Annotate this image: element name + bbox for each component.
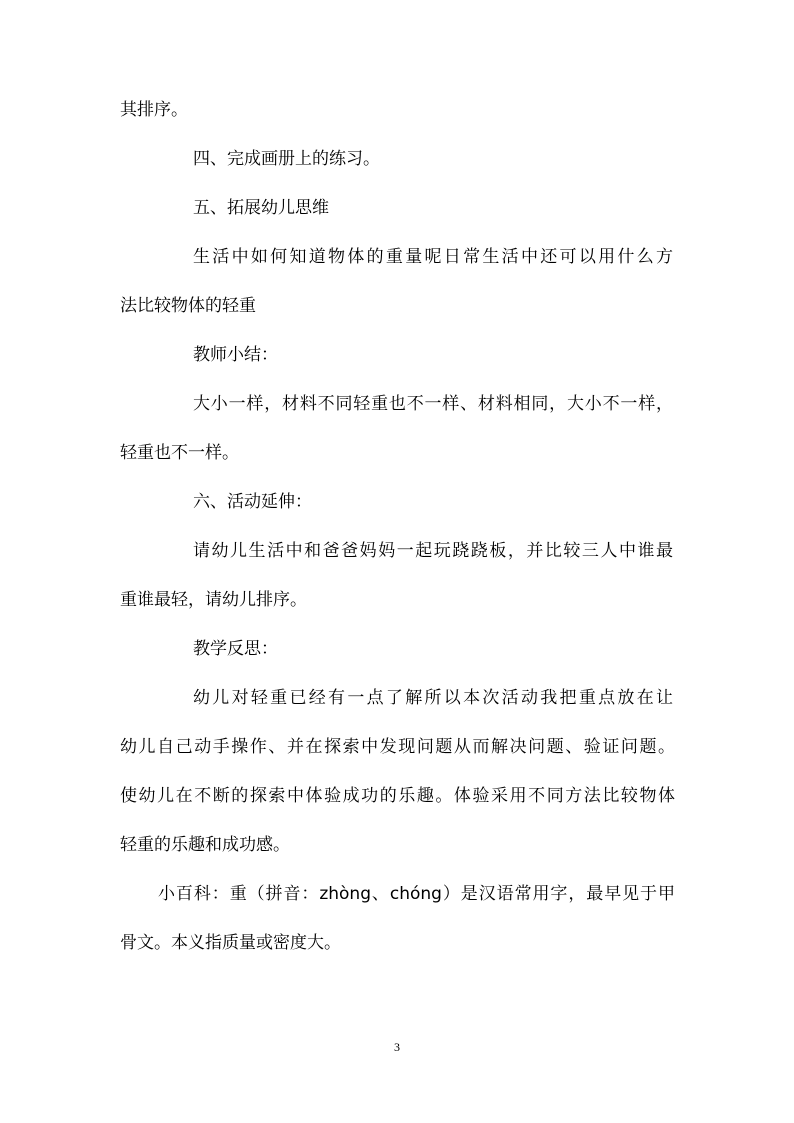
text-line: 幼儿自己动手操作、并在探索中发现问题从而解决问题、验证问题。 [120,737,675,757]
section-heading: 四、完成画册上的练习。 [193,149,380,169]
text-line: 请幼儿生活中和爸爸妈妈一起玩跷跷板，并比较三人中谁最 [193,541,673,561]
text-line: 轻重也不一样。 [120,443,239,463]
text-line: 使幼儿在不断的探索中体验成功的乐趣。体验采用不同方法比较物体 [120,786,675,806]
section-heading: 六、活动延伸： [193,492,312,512]
text-line: 其排序。 [120,100,188,120]
note-line: 小百科：重（拼音：zhòng、chóng）是汉语常用字，最早见于甲 [158,884,675,904]
text-line: 重谁最轻，请幼儿排序。 [120,590,307,610]
section-heading: 教师小结： [193,345,278,365]
text-line: 幼儿对轻重已经有一点了解所以本次活动我把重点放在让 [193,688,673,708]
section-heading: 五、拓展幼儿思维 [193,198,329,218]
text-line: 生活中如何知道物体的重量呢日常生活中还可以用什么方 [193,247,673,267]
section-heading: 教学反思： [193,639,278,659]
text-line: 轻重的乐趣和成功感。 [120,835,290,855]
text-line: 法比较物体的轻重 [120,296,256,316]
page-number: 3 [394,1040,400,1054]
note-line: 骨文。本义指质量或密度大。 [120,933,341,953]
text-line: 大小一样，材料不同轻重也不一样、材料相同，大小不一样， [193,394,673,414]
